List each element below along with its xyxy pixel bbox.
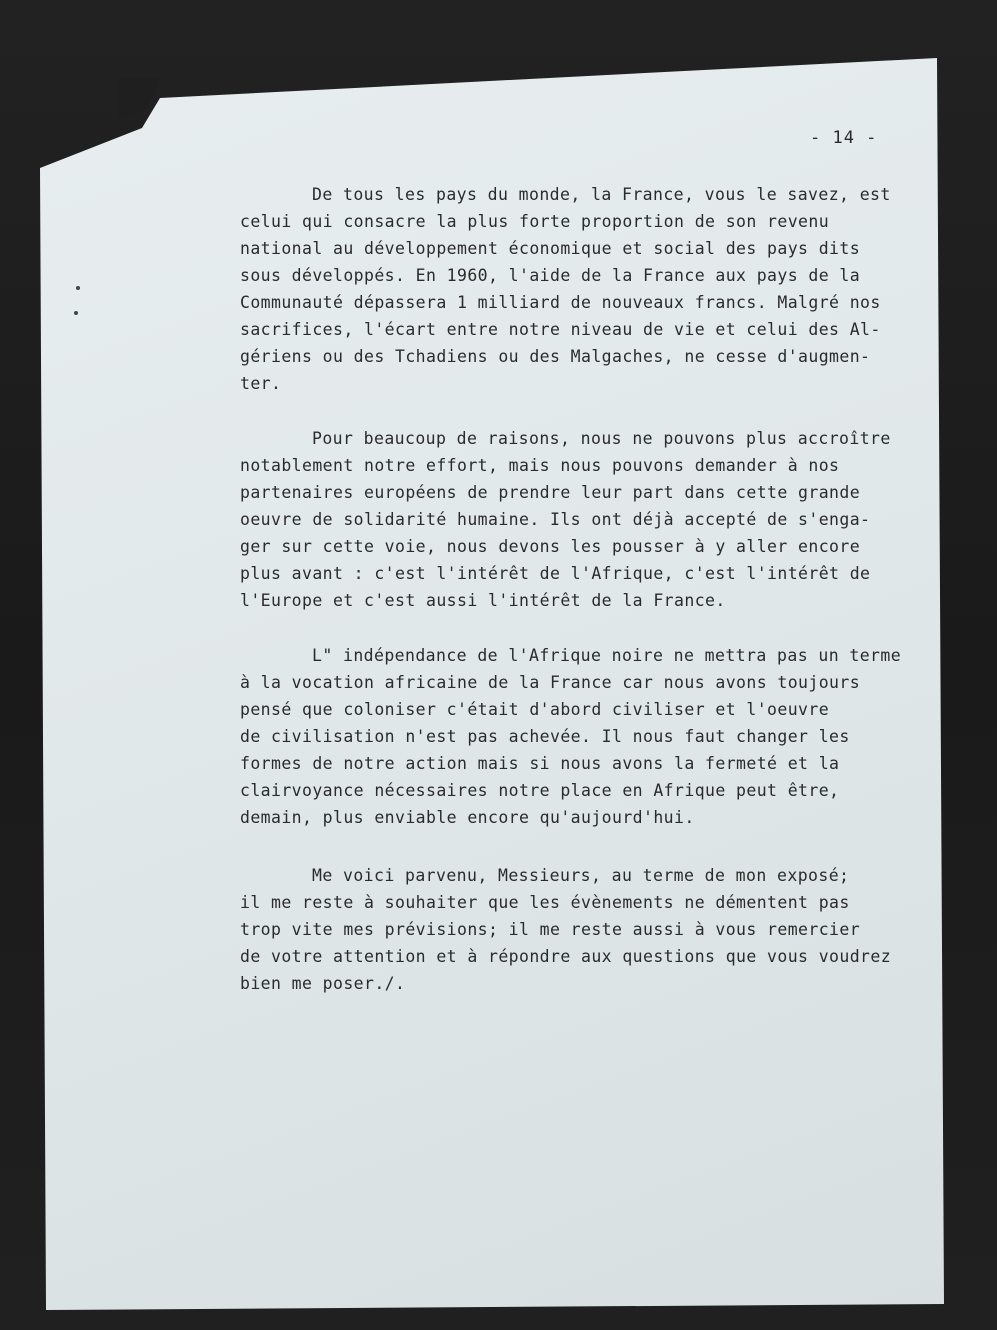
text-line: sous développés. En 1960, l'aide de la France aux pays de la: [240, 266, 861, 285]
text-line: celui qui consacre la plus forte proportion de son revenu: [240, 212, 830, 231]
text-line: pensé que coloniser c'était d'abord civiliser et l'oeuvre: [240, 700, 830, 719]
text-line: gériens ou des Tchadiens ou des Malgaches, ne cesse d'augmen-: [240, 347, 871, 366]
text-line: ger sur cette voie, nous devons les pousser à y aller encore: [240, 537, 861, 556]
text-line: oeuvre de solidarité humaine. Ils ont déjà accepté de s'enga-: [240, 510, 871, 529]
margin-mark: [76, 286, 80, 290]
text-line: De tous les pays du monde, la France, vous le savez, est: [312, 185, 891, 204]
text-line: formes de notre action mais si nous avons la fermeté et la: [240, 754, 840, 773]
text-line: de civilisation n'est pas achevée. Il nous faut changer les: [240, 727, 850, 746]
text-line: à la vocation africaine de la France car nous avons toujours: [240, 673, 861, 692]
text-line: Pour beaucoup de raisons, nous ne pouvons plus accroître: [312, 429, 891, 448]
text-line: ter.: [240, 374, 282, 393]
text-line: de votre attention et à répondre aux questions que vous voudrez: [240, 947, 892, 966]
text-line: partenaires européens de prendre leur part dans cette grande: [240, 483, 861, 502]
text-line: sacrifices, l'écart entre notre niveau de vie et celui des Al-: [240, 320, 881, 339]
text-line: L" indépendance de l'Afrique noire ne mettra pas un terme: [312, 646, 902, 665]
text-line: notablement notre effort, mais nous pouvons demander à nos: [240, 456, 840, 475]
margin-mark: [74, 311, 78, 315]
text-line: clairvoyance nécessaires notre place en Afrique peut être,: [240, 781, 840, 800]
text-line: bien me poser./.: [240, 974, 406, 993]
text-line: trop vite mes prévisions; il me reste aussi à vous remercier: [240, 920, 861, 939]
text-line: national au développement économique et social des pays dits: [240, 239, 861, 258]
text-line: Me voici parvenu, Messieurs, au terme de mon exposé;: [312, 866, 850, 885]
text-line: plus avant : c'est l'intérêt de l'Afrique, c'est l'intérêt de: [240, 564, 871, 583]
text-line: il me reste à souhaiter que les évènements ne démentent pas: [240, 893, 850, 912]
page-number: - 14 -: [810, 128, 878, 148]
text-line: l'Europe et c'est aussi l'intérêt de la France.: [240, 591, 726, 610]
text-line: Communauté dépassera 1 milliard de nouveaux francs. Malgré nos: [240, 293, 881, 312]
text-line: demain, plus enviable encore qu'aujourd'hui.: [240, 808, 695, 827]
